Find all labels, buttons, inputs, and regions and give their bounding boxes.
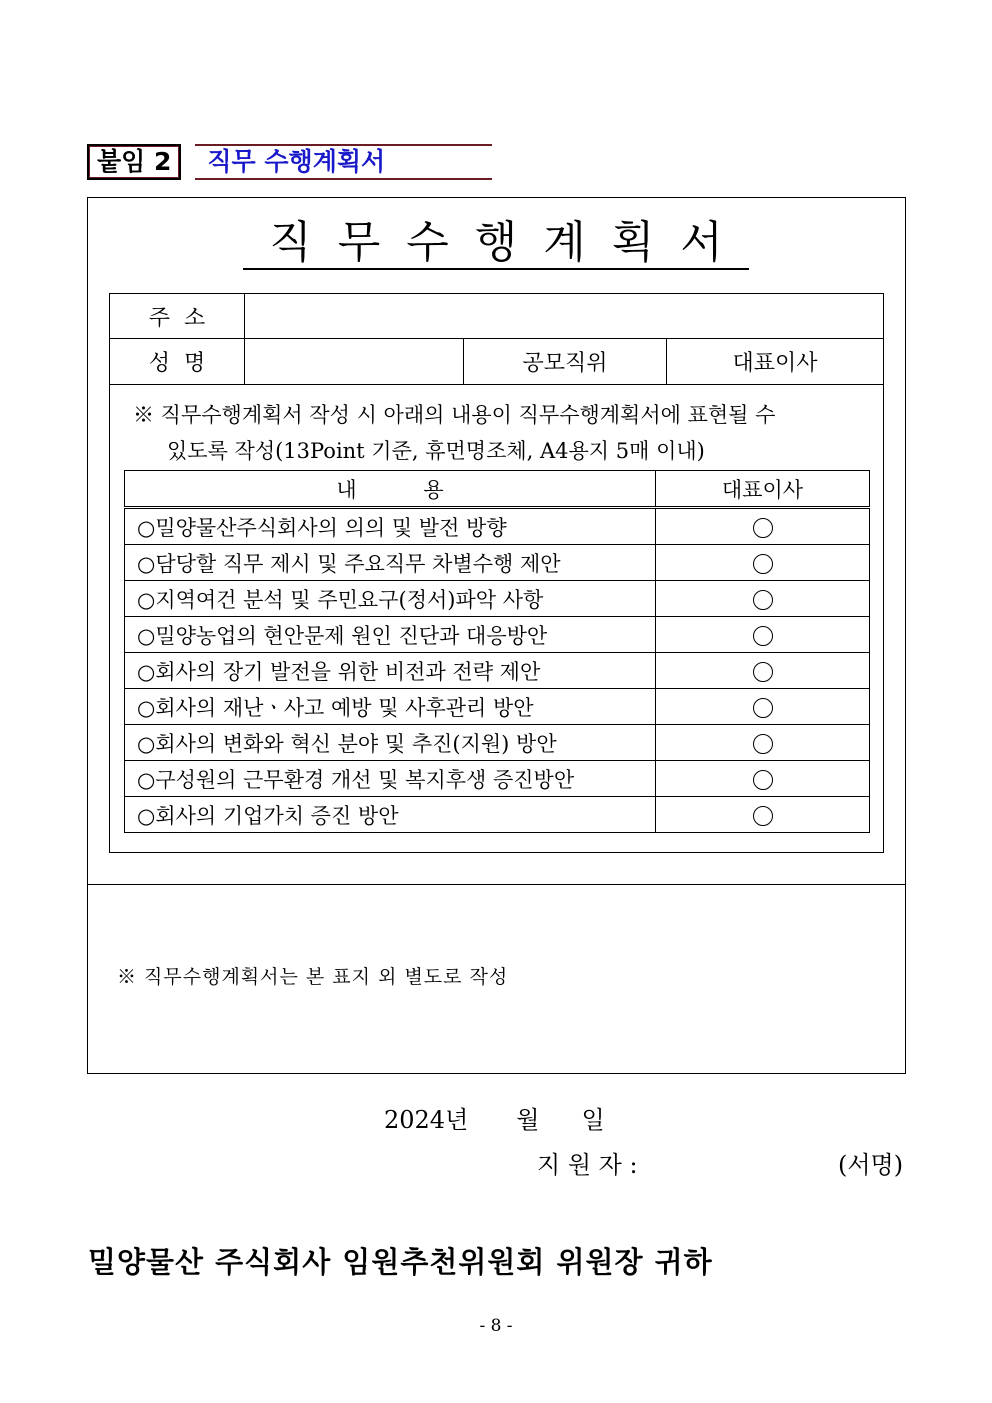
circle-icon <box>753 590 773 610</box>
addressee: 밀양물산 주식회사 임원추천위원회 위원장 귀하 <box>88 1245 713 1279</box>
row-item: ○회사의 변화와 혁신 분야 및 추진(지원) 방안 <box>125 725 656 761</box>
table-row <box>125 725 870 761</box>
check-circle-cell <box>656 653 870 689</box>
check-circle-cell <box>656 725 870 761</box>
circle-icon <box>753 698 773 718</box>
table-row <box>125 545 870 581</box>
row-item: ○회사의 재난ㆍ사고 예방 및 사후관리 방안 <box>125 689 656 725</box>
check-circle-cell <box>656 545 870 581</box>
position-value: 대표이사 <box>666 339 883 384</box>
name-label: 성 명 <box>148 351 206 376</box>
frame-divider <box>88 884 905 885</box>
check-circle-cell <box>656 581 870 617</box>
applicant-label: 지 원 자 : <box>537 1151 638 1179</box>
check-circle-cell <box>656 617 870 653</box>
row-item: ○밀양농업의 현안문제 원인 진단과 대응방안 <box>125 617 656 653</box>
check-circle-cell <box>656 689 870 725</box>
date-line <box>384 1100 605 1135</box>
address-row <box>110 294 883 339</box>
document-title-wrap <box>0 218 992 270</box>
table-row <box>125 508 870 545</box>
row-item: ○밀양물산주식회사의 의의 및 발전 방향 <box>125 508 656 545</box>
circle-icon <box>753 734 773 754</box>
circle-icon <box>753 806 773 826</box>
attachment-title: 직무 수행계획서 <box>195 144 492 180</box>
row-item: ○담당할 직무 제시 및 주요직무 차별수행 제안 <box>125 545 656 581</box>
table-row <box>125 581 870 617</box>
name-field[interactable] <box>244 339 463 384</box>
check-circle-cell <box>656 508 870 545</box>
table-row <box>125 617 870 653</box>
date-month: 월 <box>516 1106 540 1134</box>
attachment-label: 붙임 2 <box>87 144 181 180</box>
circle-icon <box>753 662 773 682</box>
header-content: 내 용 <box>125 471 656 508</box>
header-position: 대표이사 <box>656 471 870 508</box>
name-row <box>110 339 883 385</box>
table-row <box>125 653 870 689</box>
table-row <box>125 761 870 797</box>
circle-icon <box>753 770 773 790</box>
address-field[interactable] <box>244 294 883 338</box>
instruction-line-1: ※ 직무수행계획서 작성 시 아래의 내용이 직무수행계획서에 표현될 수 <box>133 403 776 427</box>
signature-label: (서명) <box>838 1151 904 1179</box>
row-item: ○회사의 기업가치 증진 방안 <box>125 797 656 833</box>
row-item: ○회사의 장기 발전을 위한 비전과 전략 제안 <box>125 653 656 689</box>
address-label: 주 소 <box>148 305 206 331</box>
check-circle-cell <box>656 761 870 797</box>
page-number: - 8 - <box>479 1316 513 1336</box>
circle-icon <box>753 554 773 574</box>
date-year: 2024년 <box>384 1106 469 1134</box>
position-label: 공모직위 <box>463 339 666 384</box>
row-item: ○구성원의 근무환경 개선 및 복지후생 증진방안 <box>125 761 656 797</box>
content-checklist-table <box>124 470 870 833</box>
circle-icon <box>753 518 773 538</box>
separate-writing-note: ※ 직무수행계획서는 본 표지 외 별도로 작성 <box>117 966 509 988</box>
row-item: ○지역여건 분석 및 주민요구(정서)파악 사항 <box>125 581 656 617</box>
table-row <box>125 689 870 725</box>
document-title: 직무수행계획서 <box>243 218 749 270</box>
table-header-row <box>125 471 870 508</box>
date-day: 일 <box>581 1106 605 1134</box>
check-circle-cell <box>656 797 870 833</box>
circle-icon <box>753 626 773 646</box>
writing-instruction <box>133 397 868 469</box>
instruction-line-2: 있도록 작성(13Point 기준, 휴먼명조체, A4용지 5매 이내) <box>167 439 705 463</box>
attachment-header <box>87 144 492 180</box>
table-row <box>125 797 870 833</box>
